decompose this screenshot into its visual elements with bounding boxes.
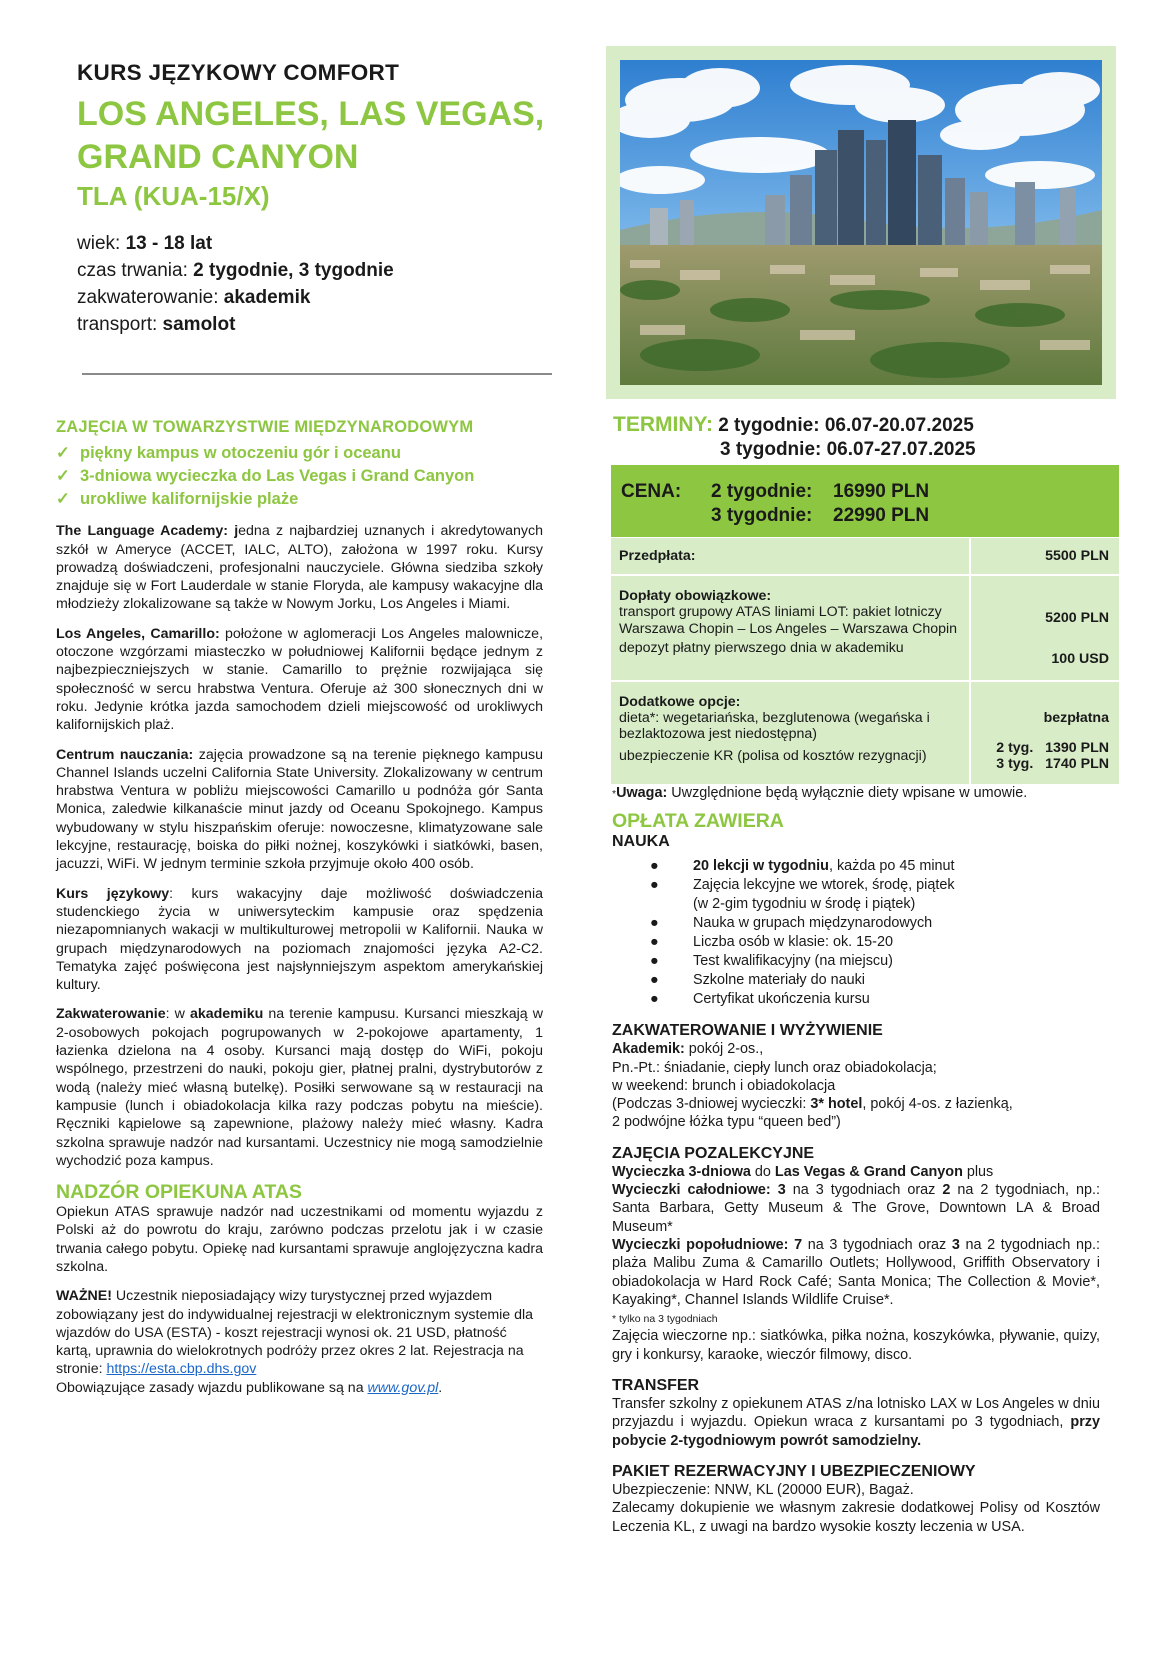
insurance-text: Ubezpieczenie: NNW, KL (20000 EUR), Bagaż. bbox=[612, 1481, 914, 1498]
price-table bbox=[611, 538, 1119, 784]
footnote: * tylko na 3 tygodniach bbox=[612, 1313, 718, 1326]
list-item: ● Certyfikat ukończenia kursu bbox=[650, 991, 870, 1008]
transfer-text: Transfer szkolny z opiekunem ATAS z/na lotnisko LAX w Los Angeles w dniu przyjazdu i wyjazdu. Opiekun wraca z kursantami po 3 tygodniach, przy pobycie 2-tygodniowym powrót samodzielny. bbox=[612, 1396, 1100, 1449]
table-row: Przedpłata: 5500 PLN bbox=[611, 538, 1119, 574]
dates-label: TERMINY: bbox=[613, 413, 713, 436]
course-type: KURS JĘZYKOWY COMFORT bbox=[77, 60, 400, 85]
list-item: ● Test kwalifikacyjny (na miejscu) bbox=[650, 953, 893, 970]
page-title: LOS ANGELES, LAS VEGAS, GRAND CANYON bbox=[77, 95, 545, 176]
list-item: ● Liczba osób w klasie: ok. 15-20 bbox=[650, 934, 893, 951]
list-item: ● Nauka w grupach międzynarodowych bbox=[650, 915, 933, 932]
section-heading-transfer: TRANSFER bbox=[612, 1377, 700, 1395]
bullet-icon: ● bbox=[650, 877, 659, 894]
diet-note: *Uwaga: Uwzględnione będą wyłącznie diety wpisane w umowie. bbox=[612, 785, 1028, 801]
list-item: (w 2-gim tygodniu w środę i piątek) bbox=[693, 896, 916, 913]
fact-age: wiek: 13 - 18 lat bbox=[77, 233, 213, 254]
list-item: ✓ urokliwe kalifornijskie plaże bbox=[56, 488, 543, 511]
section-heading-activities: ZAJĘCIA POZALEKCYJNE bbox=[612, 1144, 815, 1162]
fact-accommodation: zakwaterowanie: akademik bbox=[77, 287, 311, 308]
bullet-icon: ● bbox=[650, 972, 659, 989]
price-box: CENA: 2 tygodnie: 3 tygodnie: 16990 PLN 22990 PLN bbox=[611, 465, 1119, 537]
list-item: ✓ piękny kampus w otoczeniu gór i oceanu bbox=[56, 442, 543, 465]
esta-link[interactable]: https://esta.cbp.dhs.gov bbox=[106, 1361, 257, 1378]
course-facts bbox=[77, 230, 394, 338]
fact-transport: transport: samolot bbox=[77, 314, 236, 335]
table-row: Dodatkowe opcje: dieta*: wegetariańska, bezglutenowa (wegańska i bezlaktozowa jest niedostępna) ubezpieczenie KR (polisa od kosztów rezygnacji) bezpłatna 2 tyg. 1390 PLN 3 tyg. 1740 PLN bbox=[611, 682, 1119, 785]
nauka-list bbox=[650, 857, 1100, 1009]
paragraph-important: WAŻNE! Uczestnik nieposiadający wizy turystycznej przed wyjazdem zobowiązany jest do indywidualnej rejestracji w elektronicznym systemie dla wjazdów do USA (ESTA) - koszt rejestracji wynosi ok. 21 USD, płatność kartą, uprawnia do wielokrotnych podróży przez okres 2 lat. Rejestracja na stronie: https://esta.cbp.dhs.gov Obowiązujące zasady wjazdu publikowane są na www.gov.pl. bbox=[56, 1288, 534, 1396]
paragraph-course: Kurs językowy: kurs wakacyjny daje możliwość doświadczenia studenckiego życia w uniwersyteckim kampusie oraz spędzenia niezapomnianych wakacji w multikulturowej metropolii w Kalifornii. Nauka w grupach międzynarodowych na poziomach znajomości języka A2-C2. Tematyka zajęć poświęcona jest najsłynniejszym aspektom amerykańskiej kultury. bbox=[56, 885, 543, 994]
paragraph-campus: Centrum nauczania: zajęcia prowadzone są na terenie pięknego kampusu Channel Islands uczelni California State University. Zlokalizowany w centrum hrabstwa Ventura w pobliżu miejscowości Camarillo u podnóża gór Santa Monica, zaledwie kilkanaście minut jazdy od Oceanu Spokojnego. Kampus wybudowany w stylu hiszpańskim oferuje: nowoczesne, klimatyzowane sale lekcyjne, restaurację, boiska do piłki nożnej, koszykówki i siatkówki, basen, jacuzzi, WiFi. W jednym terminie szkoła przyjmuje około 400 osób. bbox=[56, 746, 544, 873]
list-item: ● Zajęcia lekcyjne we wtorek, środę, piątek bbox=[650, 877, 955, 894]
fact-duration: czas trwania: 2 tygodnie, 3 tygodnie bbox=[77, 260, 394, 281]
city-skyline-photo bbox=[620, 60, 1102, 385]
checkmark-icon: ✓ bbox=[56, 490, 70, 509]
paragraph-supervision: Opiekun ATAS sprawuje nadzór nad uczestnikami od momentu wyjazdu z Polski aż do powrotu do kraju, zarówno podczas przelotu jak i w czasie trwania całego pobytu. Opiekę nad kursantami sprawuje anglojęzyczna kadra szkolna. bbox=[56, 1204, 543, 1275]
section-heading-insurance: PAKIET REZERWACYJNY I UBEZPIECZENIOWY bbox=[612, 1462, 976, 1480]
course-code: TLA (KUA-15/X) bbox=[77, 181, 270, 211]
section-heading-supervision: NADZÓR OPIEKUNA ATAS bbox=[56, 1181, 302, 1204]
section-heading-accommodation: ZAKWATEROWANIE I WYŻYWIENIE bbox=[612, 1022, 883, 1040]
section-heading-includes: OPŁATA ZAWIERA bbox=[612, 810, 784, 833]
list-item: ● 20 lekcji w tygodniu, każda po 45 minut bbox=[650, 858, 955, 875]
section-heading-international: ZAJĘCIA W TOWARZYSTWIE MIĘDZYNARODOWYM bbox=[56, 418, 474, 436]
checkmark-icon: ✓ bbox=[56, 467, 70, 486]
accommodation-text: Akademik: pokój 2-os., Pn.-Pt.: śniadanie, ciepły lunch oraz obiadokolacja; w weekend: brunch i obiadokolacja (Podczas 3-dniowej wycieczki: 3* hotel, pokój 4-os. z łazienką, 2 podwójne łóżka typu “queen bed”) bbox=[612, 1041, 1013, 1131]
section-heading-nauka: NAUKA bbox=[612, 833, 670, 851]
bullet-icon: ● bbox=[650, 991, 659, 1008]
bullet-icon: ● bbox=[650, 953, 659, 970]
dates: TERMINY: 2 tygodnie: 06.07-20.07.2025 3 tygodnie: 06.07-27.07.2025 bbox=[613, 413, 976, 460]
list-item: ✓ 3-dniowa wycieczka do Las Vegas i Grand Canyon bbox=[56, 465, 543, 488]
activities-text: Wycieczka 3-dniowa do Las Vegas & Grand Canyon plus Wycieczki całodniowe: 3 na 3 tygodniach oraz 2 na 2 tygodniach, np.: Santa Barbara, Getty Museum & The Grove, Downtown LA & Broad Museum* Wycieczki popołudniowe: 7 na 3 tygodniach oraz 3 na 2 tygodniach np.: plaża Malibu Zuma & Camarillo Outlets; Hollywood, Griffith Observatory i obiadokolacja w Hard Rock Café; Santa Monica; The Collection & Movie*, Kayaking*, Channel Islands Wildlife Cruise*. * tylko na 3 tygodniach Zajęcia wieczorne np.: siatkówka, piłka nożna, koszykówka, pływanie, quizy, gry i konkursy, karaoke, wieczór filmowy, disco. bbox=[612, 1163, 1100, 1363]
right-column bbox=[612, 784, 1100, 1536]
bullet-icon: ● bbox=[650, 934, 659, 951]
insurance-recommendation: Zalecamy dokupienie we własnym zakresie dodatkowej Polisy od Kosztów Leczenia KL, z uwagi na bardzo wysokie koszty leczenia w USA. bbox=[612, 1500, 1100, 1535]
checkmark-icon: ✓ bbox=[56, 444, 70, 463]
price-3-weeks: 22990 PLN bbox=[833, 505, 930, 526]
list-item: ● Szkolne materiały do nauki bbox=[650, 972, 865, 989]
paragraph-accommodation: Zakwaterowanie: w akademiku na terenie kampusu. Kursanci mieszkają w 2-osobowych pokojach pogrupowanych w 2-pokojowe apartamenty, 1 łazienka dzielona na 4 osoby. Kursanci mają dostęp do WiFi, pokoju wspólnego, przestrzeni do nauki, pokoju gier, płatnej pralni, dystrybutorów z wodą (należy mieć własną butelkę). Posiłki serwowane są w restauracji na kampusie (lunch i obiadokolacja kilka razy podczas pobytu na mieście). Ręczniki kąpielowe są zapewnione, plażowy należy mieć własny. Kadra szkolna sprawuje nadzór nad kursantami. Uczestnicy nie mogą samodzielnie wychodzić poza kampus. bbox=[56, 1006, 543, 1169]
price-2-weeks: 16990 PLN bbox=[833, 481, 930, 502]
bullet-icon: ● bbox=[650, 915, 659, 932]
gov-link[interactable]: www.gov.pl bbox=[367, 1379, 439, 1396]
left-column bbox=[56, 418, 543, 1397]
paragraph-school: The Language Academy: jedna z najbardziej uznanych i akredytowanych szkół w Ameryce (ACCET, IALC, ALTO), założona w 1997 roku. Kursy prowadzą doświadczeni, profesjonalni nauczyciele. Główna siedziba szkoły znajduje się w Fort Lauderdale w stanie Floryda, ale kampusy wakacyjne dla młodzieży zlokalizowane są także w Nowym Jorku, Los Angeles i Miami. bbox=[56, 523, 543, 613]
highlights-list bbox=[56, 442, 543, 511]
price-label: CENA: bbox=[621, 481, 682, 502]
table-row: Dopłaty obowiązkowe: transport grupowy ATAS liniami LOT: pakiet lotniczy Warszawa Chopin – Los Angeles – Warszawa Chopin depozyt płatny pierwszego dnia w akademiku 5200 PLN 100 USD bbox=[611, 576, 1119, 679]
header-divider bbox=[82, 373, 552, 375]
bullet-icon: ● bbox=[650, 858, 659, 875]
paragraph-location: Los Angeles, Camarillo: położone w aglomeracji Los Angeles malownicze, otoczone wzgórzami miasteczko w południowej Kalifornii będące jednym z najbezpieczniejszych w stanie. Camarillo to prężnie rozwijająca się społeczność w sercu hrabstwa Ventura. Oferuje aż 300 słonecznych dni w roku. Jedynie krótka jazda samochodem dzieli miejscowość od urokliwych kalifornijskich plaż. bbox=[56, 625, 544, 734]
